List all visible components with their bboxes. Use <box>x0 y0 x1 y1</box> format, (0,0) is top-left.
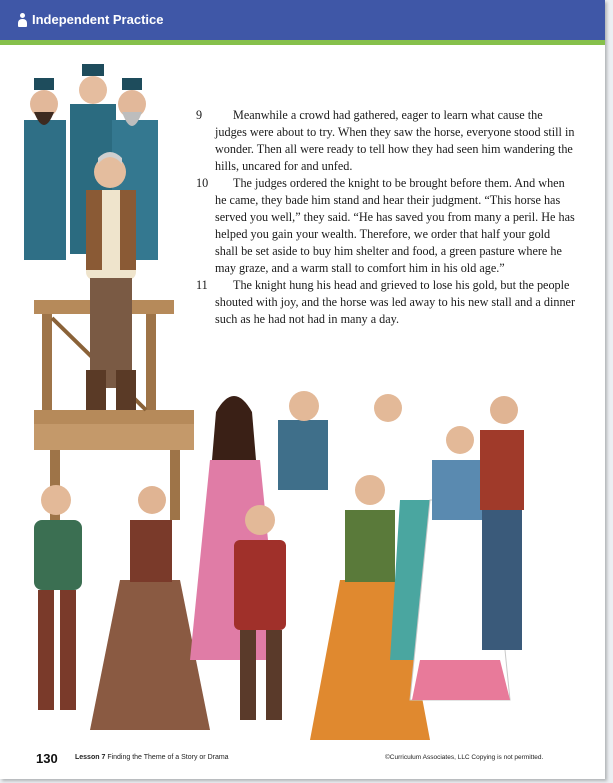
paragraph-9 <box>196 107 576 175</box>
lesson-info <box>75 754 229 761</box>
paragraph-10 <box>196 175 576 277</box>
paragraph-number: 11 <box>196 278 208 292</box>
page-footer <box>0 748 605 770</box>
paragraph-number: 10 <box>196 176 209 190</box>
story-text <box>196 107 576 328</box>
paragraph-text: The judges ordered the knight to be brought before them. And when he came, they bade him stand and hear their judgment. “This horse has served you well,” they said. “He has saved you from many a peril. He has helped you gain your wealth. Therefore, we order that half your gold shall be set aside to buy him shelter and food, a green pasture where he may graze, and a warm stall to comfort him in his old age.” <box>215 176 575 275</box>
person-icon <box>18 13 27 27</box>
lesson-label: Lesson 7 <box>75 754 106 761</box>
section-title: Independent Practice <box>32 12 164 27</box>
header-accent-stripe <box>0 40 605 45</box>
knight-figure <box>86 152 136 410</box>
paragraph-11 <box>196 277 576 328</box>
paragraph-text: The knight hung his head and grieved to lose his gold, but the people shouted with joy, and the horse was led away to his new stall and a dinner such as he had not had in many a day. <box>215 278 576 326</box>
section-header <box>18 12 163 27</box>
paragraph-number: 9 <box>196 108 203 122</box>
paragraph-text: Meanwhile a crowd had gathered, eager to learn what cause the judges were about to try. When they saw the horse, everyone stood still in wonder. Then all were ready to tell how they had seen him wandering the hills, uncared for and unfed. <box>215 108 575 173</box>
page-number: 130 <box>36 751 58 766</box>
copyright-notice: ©Curriculum Associates, LLC Copying is not permitted. <box>385 754 544 761</box>
lesson-title: Finding the Theme of a Story or Drama <box>107 754 229 761</box>
